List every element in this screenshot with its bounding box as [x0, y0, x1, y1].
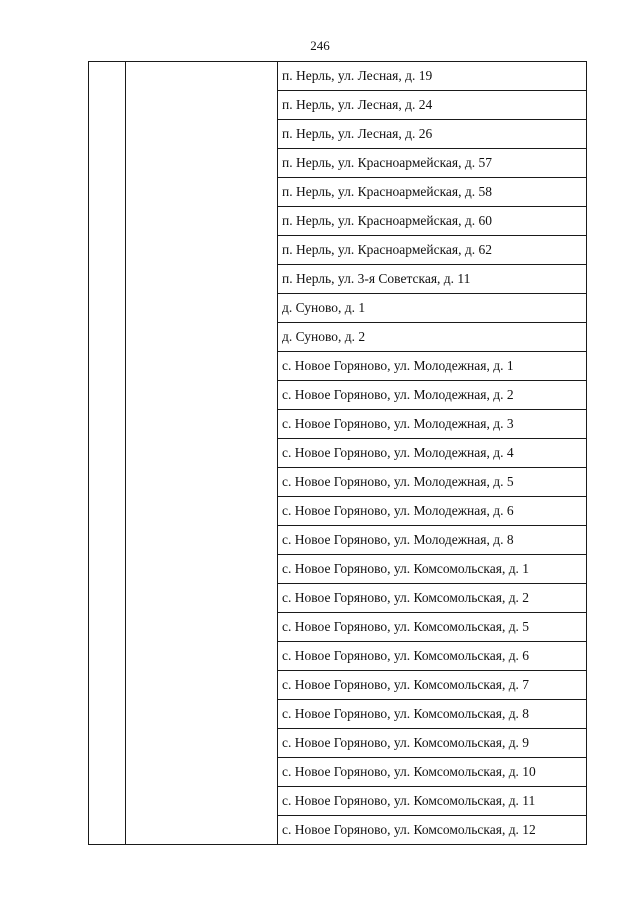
- address-cell: с. Новое Горяново, ул. Комсомольская, д. 11: [278, 787, 587, 816]
- address-cell: с. Новое Горяново, ул. Комсомольская, д. 5: [278, 613, 587, 642]
- address-table: [88, 61, 587, 845]
- address-cell: п. Нерль, ул. Лесная, д. 19: [278, 62, 587, 91]
- address-cell: п. Нерль, ул. Красноармейская, д. 58: [278, 178, 587, 207]
- address-cell: п. Нерль, ул. Красноармейская, д. 62: [278, 236, 587, 265]
- address-table-body: [89, 62, 587, 845]
- address-cell: с. Новое Горяново, ул. Молодежная, д. 6: [278, 497, 587, 526]
- address-cell: с. Новое Горяново, ул. Комсомольская, д. 6: [278, 642, 587, 671]
- address-cell: с. Новое Горяново, ул. Комсомольская, д. 9: [278, 729, 587, 758]
- address-cell: п. Нерль, ул. Лесная, д. 24: [278, 91, 587, 120]
- merged-name-cell: [126, 62, 278, 845]
- address-cell: с. Новое Горяново, ул. Комсомольская, д. 1: [278, 555, 587, 584]
- address-cell: с. Новое Горяново, ул. Молодежная, д. 4: [278, 439, 587, 468]
- table-row: [89, 62, 587, 91]
- address-cell: п. Нерль, ул. Красноармейская, д. 60: [278, 207, 587, 236]
- page-number: 246: [310, 38, 330, 53]
- address-cell: с. Новое Горяново, ул. Молодежная, д. 5: [278, 468, 587, 497]
- address-cell: с. Новое Горяново, ул. Комсомольская, д. 7: [278, 671, 587, 700]
- address-cell: д. Суново, д. 2: [278, 323, 587, 352]
- address-cell: п. Нерль, ул. Лесная, д. 26: [278, 120, 587, 149]
- address-cell: п. Нерль, ул. Красноармейская, д. 57: [278, 149, 587, 178]
- address-cell: с. Новое Горяново, ул. Комсомольская, д. 12: [278, 816, 587, 845]
- address-cell: п. Нерль, ул. 3-я Советская, д. 11: [278, 265, 587, 294]
- address-cell: д. Суново, д. 1: [278, 294, 587, 323]
- merged-number-cell: [89, 62, 126, 845]
- address-cell: с. Новое Горяново, ул. Молодежная, д. 8: [278, 526, 587, 555]
- address-cell: с. Новое Горяново, ул. Молодежная, д. 3: [278, 410, 587, 439]
- address-cell: с. Новое Горяново, ул. Молодежная, д. 1: [278, 352, 587, 381]
- address-cell: с. Новое Горяново, ул. Комсомольская, д. 10: [278, 758, 587, 787]
- address-cell: с. Новое Горяново, ул. Комсомольская, д. 8: [278, 700, 587, 729]
- address-cell: с. Новое Горяново, ул. Молодежная, д. 2: [278, 381, 587, 410]
- address-cell: с. Новое Горяново, ул. Комсомольская, д. 2: [278, 584, 587, 613]
